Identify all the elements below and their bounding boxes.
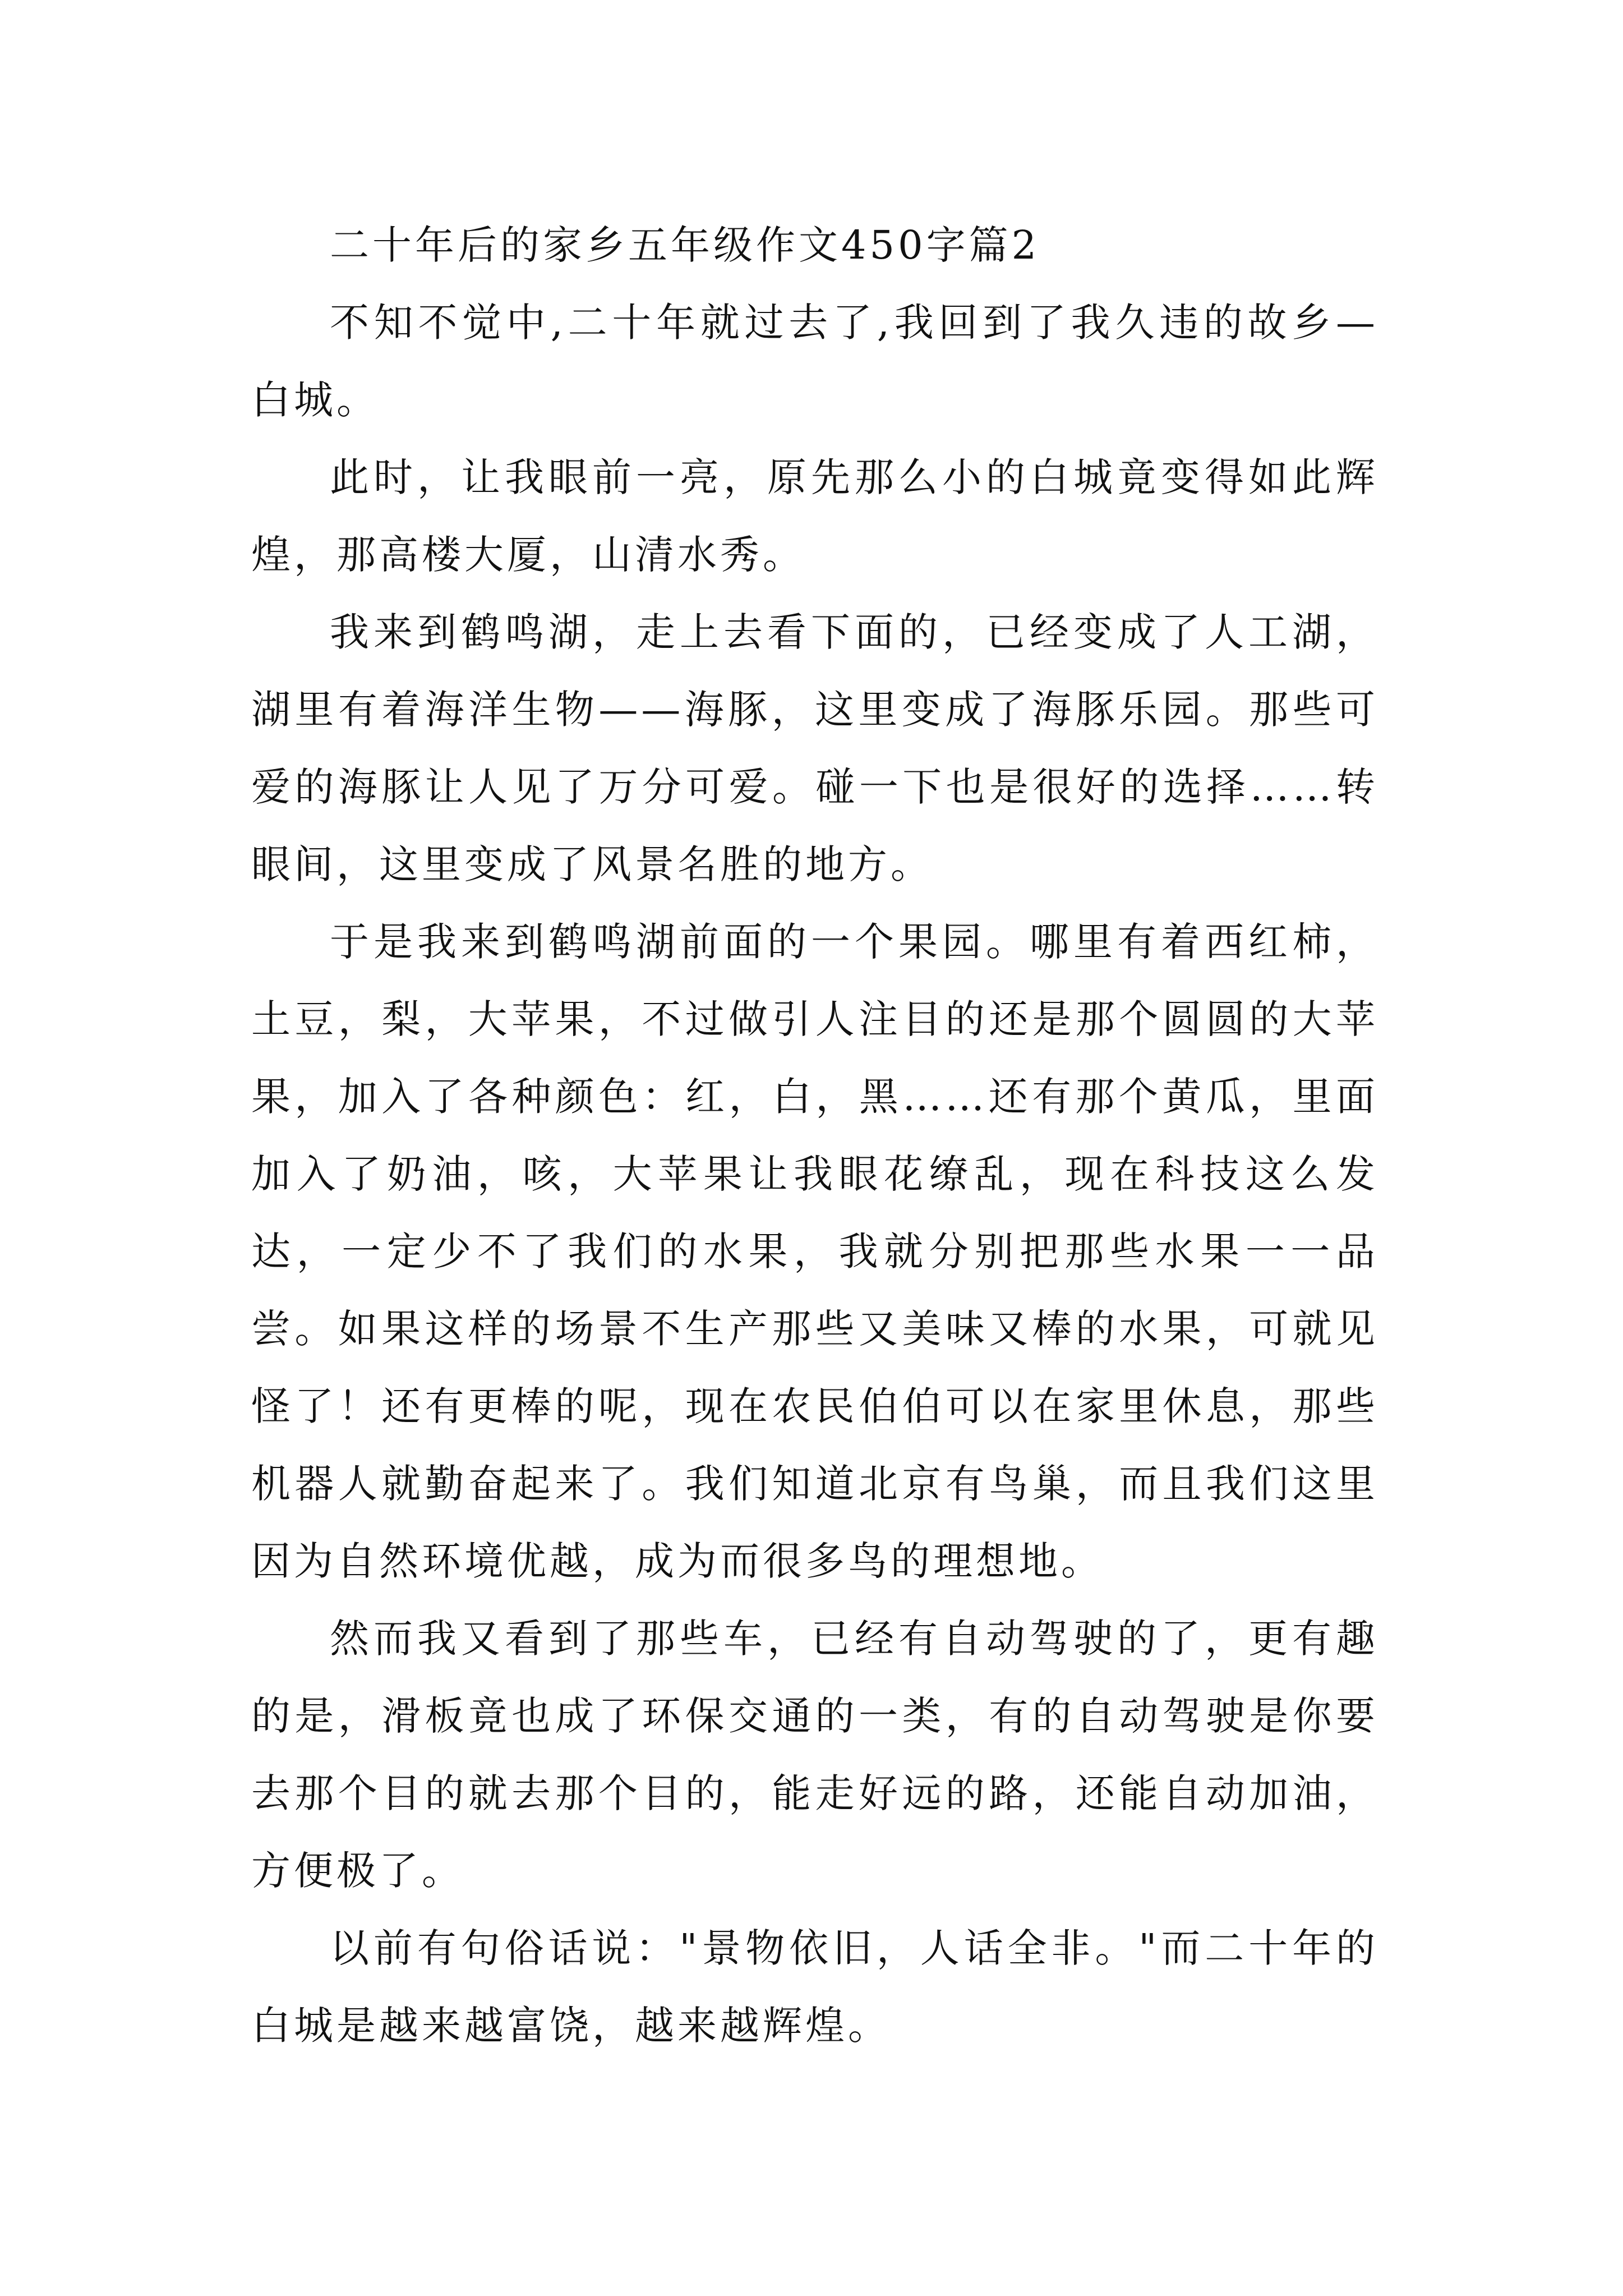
paragraph-1: 不知不觉中,二十年就过去了,我回到了我久违的故乡—白城。 [251,300,1378,423]
paragraph-2: 此时，让我眼前一亮，原先那么小的白城竟变得如此辉煌，那高楼大厦，山清水秀。 [251,454,1378,578]
document-title: 二十年后的家乡五年级作文450字篇2 [330,222,1040,268]
document-body [251,206,1378,2064]
paragraph-5: 然而我又看到了那些车，已经有自动驾驶的了，更有趣的是，滑板竟也成了环保交通的一类，有的自动驾驶是你要去那个目的就去那个目的，能走好远的路，还能自动加油，方便极了。 [251,1616,1378,1894]
paragraph-6: 以前有句俗话说："景物依旧，人话全非。"而二十年的白城是越来越富饶，越来越辉煌。 [251,1925,1378,2049]
paragraph-3: 我来到鹤鸣湖，走上去看下面的，已经变成了人工湖，湖里有着海洋生物——海豚，这里变成了海豚乐园。那些可爱的海豚让人见了万分可爱。碰一下也是很好的选择……转眼间，这里变成了风景名胜的地方。 [251,609,1378,887]
paragraph-4: 于是我来到鹤鸣湖前面的一个果园。哪里有着西红柿，土豆，梨，大苹果，不过做引人注目的还是那个圆圆的大苹果，加入了各种颜色：红，白，黑……还有那个黄瓜，里面加入了奶油，咳，大苹果让我眼花缭乱，现在科技这么发达，一定少不了我们的水果，我就分别把那些水果一一品尝。如果这样的场景不生产那些又美味又棒的水果，可就见怪了！还有更棒的呢，现在农民伯伯可以在家里休息，那些机器人就勤奋起来了。我们知道北京有鸟巢，而且我们这里因为自然环境优越，成为而很多鸟的理想地。 [251,919,1378,1584]
